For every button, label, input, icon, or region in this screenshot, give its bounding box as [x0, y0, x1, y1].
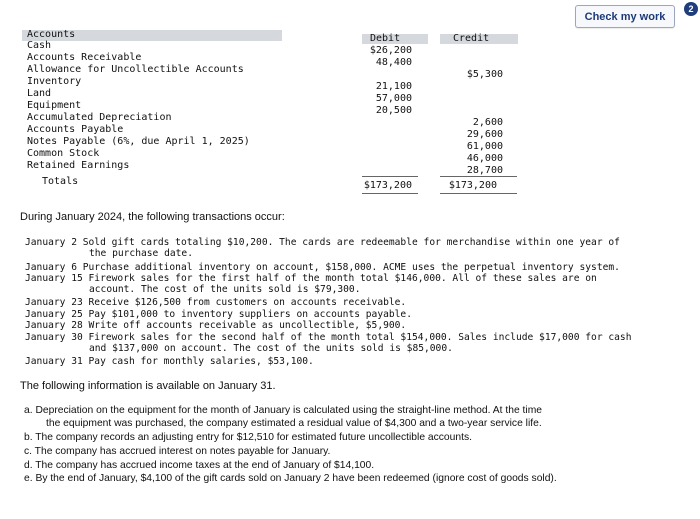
transaction-line: January 30 Firework sales for the second half of the month total $154,000. Sales include $17,000 for cash — [25, 332, 632, 343]
transaction-line: January 2 Sold gift cards totaling $10,200. The cards are redeemable for merchandise within one year of — [25, 237, 620, 248]
info-item: d. The company has accrued income taxes at the end of January of $14,100. — [24, 460, 375, 471]
info-item: the equipment was purchased, the company estimated a residual value of $4,300 and a two-year service life. — [46, 418, 542, 429]
credit-amount: $5,300 — [466, 69, 503, 80]
accounts-column-header: Accounts — [27, 29, 76, 40]
credit-column-header: Credit — [453, 33, 490, 44]
transaction-line: the purchase date. — [89, 248, 193, 259]
debit-amount: 20,500 — [375, 105, 412, 116]
account-name: Retained Earnings — [27, 160, 130, 171]
account-name: Cash — [27, 40, 52, 51]
debit-amount: 21,100 — [375, 81, 412, 92]
debit-total: $173,200 — [363, 180, 412, 191]
transaction-line: January 28 Write off accounts receivable as uncollectible, $5,900. — [25, 320, 407, 331]
account-name: Allowance for Uncollectible Accounts — [27, 64, 244, 75]
transaction-line: account. The cost of the units sold is $79,300. — [89, 284, 361, 295]
debit-amount: $26,200 — [369, 45, 412, 56]
debit-total-rule — [362, 176, 418, 177]
account-name: Accounts Payable — [27, 124, 124, 135]
info-item: e. By the end of January, $4,100 of the gift cards sold on January 2 have been redeemed (ignore cost of goods sold). — [24, 473, 557, 484]
credit-amount: 28,700 — [466, 165, 503, 176]
transaction-line: January 23 Receive $126,500 from customers on accounts receivable. — [25, 297, 407, 308]
credit-amount: 2,600 — [472, 117, 503, 128]
attempts-badge: 2 — [684, 2, 698, 16]
debit-amount: 57,000 — [375, 93, 412, 104]
info-item: b. The company records an adjusting entry for $12,510 for estimated future uncollectible accounts. — [24, 432, 472, 443]
account-name: Notes Payable (6%, due April 1, 2025) — [27, 136, 250, 147]
debit-column-header: Debit — [370, 33, 401, 44]
debit-total-double-rule — [362, 193, 418, 194]
credit-total-double-rule — [440, 193, 517, 194]
check-my-work-button[interactable]: Check my work — [575, 5, 675, 28]
credit-total: $173,200 — [448, 180, 497, 191]
transaction-line: January 25 Pay $101,000 to inventory suppliers on accounts payable. — [25, 309, 412, 320]
credit-total-rule — [440, 176, 517, 177]
account-name: Equipment — [27, 100, 82, 111]
credit-amount: 46,000 — [466, 153, 503, 164]
account-name: Accumulated Depreciation — [27, 112, 172, 123]
transaction-line: and $137,000 on account. The cost of the units sold is $85,000. — [89, 343, 453, 354]
account-name: Common Stock — [27, 148, 100, 159]
transaction-line: January 15 Firework sales for the first half of the month total $146,000. All of these sales are on — [25, 273, 597, 284]
trial-balance-table — [0, 0, 700, 200]
account-name: Land — [27, 88, 52, 99]
credit-amount: 61,000 — [466, 141, 503, 152]
transactions-intro: During January 2024, the following transactions occur: — [20, 211, 285, 223]
account-name: Inventory — [27, 76, 82, 87]
credit-amount: 29,600 — [466, 129, 503, 140]
info-item: a. Depreciation on the equipment for the month of January is calculated using the straight-line method. At the time — [24, 405, 543, 416]
totals-label: Totals — [42, 176, 79, 187]
info-item: c. The company has accrued interest on notes payable for January. — [24, 446, 331, 457]
transaction-line: January 31 Pay cash for monthly salaries, $53,100. — [25, 356, 314, 367]
debit-amount: 48,400 — [375, 57, 412, 68]
info-intro: The following information is available on January 31. — [20, 380, 276, 392]
transaction-line: January 6 Purchase additional inventory on account, $158,000. ACME uses the perpetual inventory system. — [25, 262, 620, 273]
account-name: Accounts Receivable — [27, 52, 142, 63]
